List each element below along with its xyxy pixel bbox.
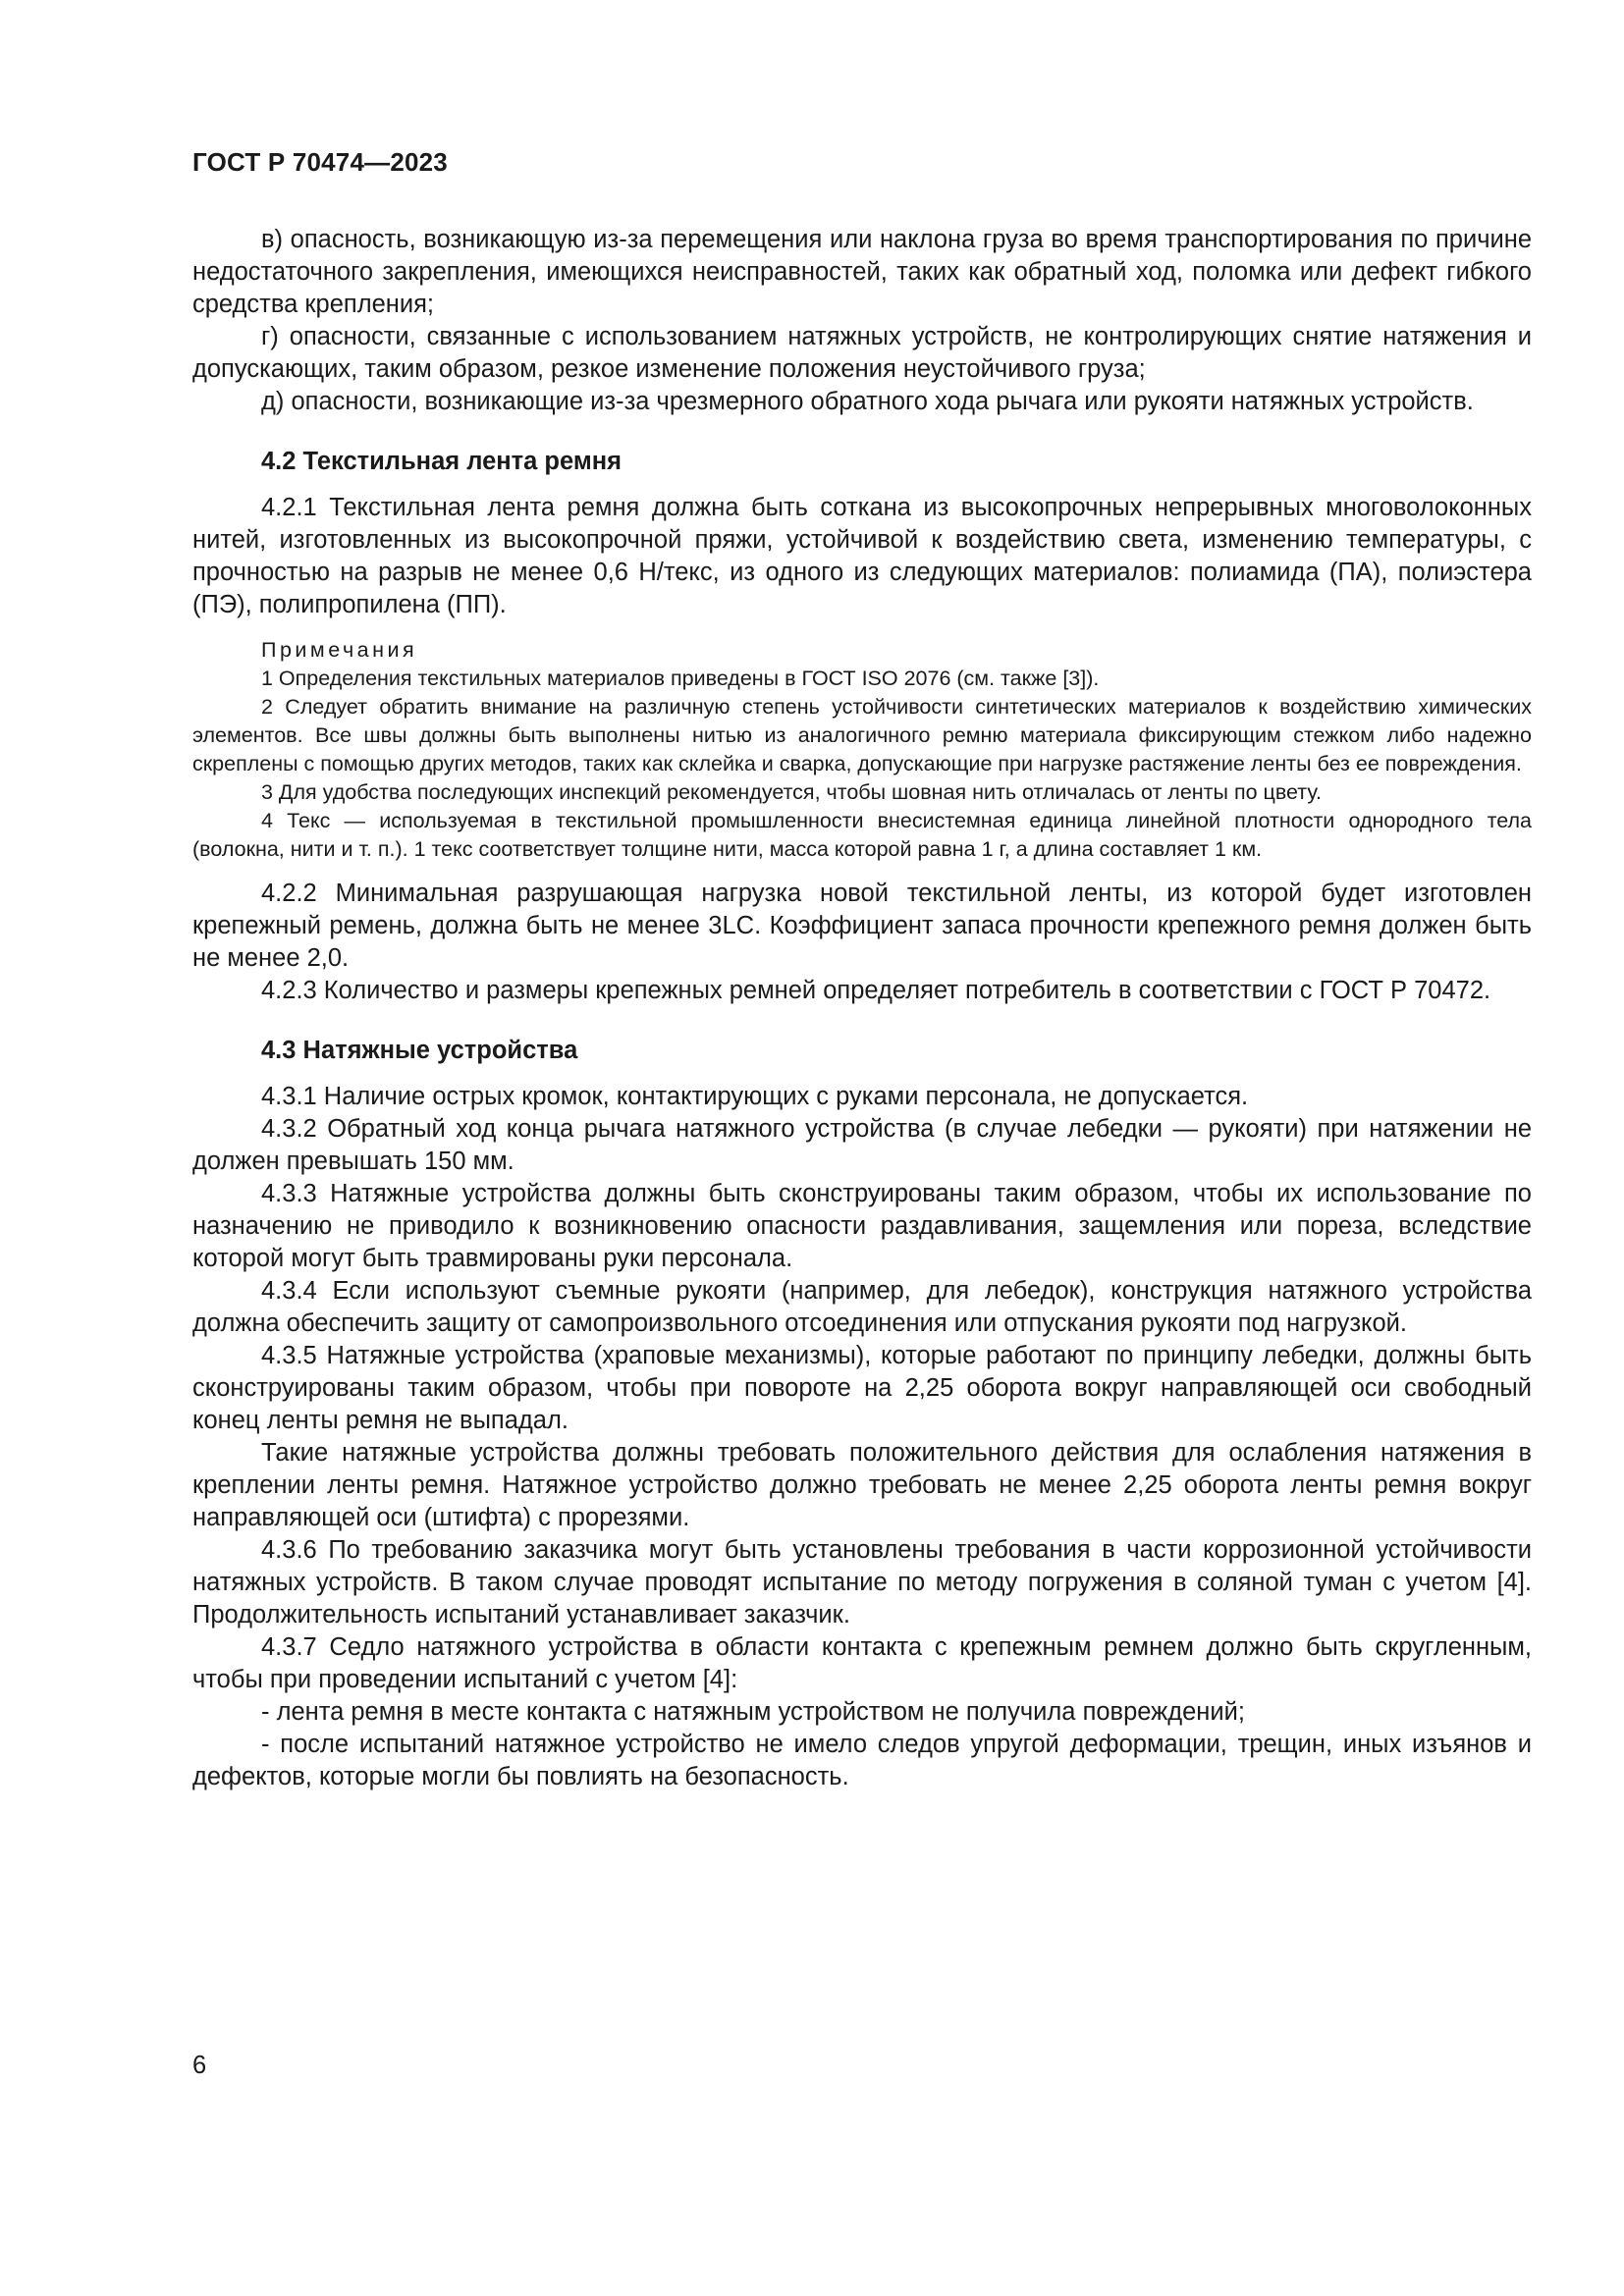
paragraph-4-3-2: 4.3.2 Обратный ход конца рычага натяжного устройства (в случае лебедки — рукояти) при натяжении не должен превышать 150 мм. (192, 1115, 1532, 1175)
paragraph-4-3-4: 4.3.4 Если используют съемные рукояти (например, для лебедок), конструкция натяжного устройства должна обеспечить защиту от самопроизвольного отсоединения или отпускания рукояти под нагрузкой. (192, 1277, 1532, 1337)
paragraph-item-d: д) опасности, возникающие из-за чрезмерного обратного хода рычага или рукояти натяжных устройств. (261, 388, 1474, 415)
page-number: 6 (192, 2052, 207, 2079)
paragraph-4-2-3: 4.2.3 Количество и размеры крепежных ремней определяет потребитель в соответствии с ГОСТ Р 70472. (261, 977, 1491, 1004)
paragraph-4-3-5: 4.3.5 Натяжные устройства (храповые механизмы), которые работают по принципу лебедки, должны быть сконструированы таким образом, чтобы при повороте на 2,25 оборота вокруг направляющей оси свободный конец ленты ремня не выпадал. (192, 1342, 1532, 1434)
paragraph-4-3-3: 4.3.3 Натяжные устройства должны быть сконструированы таким образом, чтобы их использование по назначению не приводило к возникновению опасности раздавливания, защемления или пореза, вследствие которой могут быть травмированы руки персонала. (192, 1180, 1532, 1272)
paragraph-4-3-1: 4.3.1 Наличие острых кромок, контактирующих с руками персонала, не допускается. (261, 1083, 1249, 1110)
paragraph-4-2-2: 4.2.2 Минимальная разрушающая нагрузка новой текстильной ленты, из которой будет изготовлен крепежный ремень, должна быть не менее 3LC. Коэффициент запаса прочности крепежного ремня должен быть не менее 2,0. (192, 880, 1532, 972)
list-item-dash-1: - лента ремня в месте контакта с натяжным устройством не получила повреждений; (261, 1698, 1245, 1726)
paragraph-item-v: в) опасность, возникающую из-за перемещения или наклона груза во время транспортирования по причине недостаточного закрепления, имеющихся неисправностей, таких как обратный ход, поломка или дефект гибкого средства крепления; (192, 226, 1532, 318)
notes-block (192, 636, 1532, 864)
notes-title: Примечания (261, 638, 418, 662)
section-heading-4-3: 4.3 Натяжные устройства (261, 1037, 578, 1064)
document-header: ГОСТ Р 70474—2023 (192, 147, 448, 177)
list-item-dash-2: - после испытаний натяжное устройство не имело следов упругой деформации, трещин, иных изъянов и дефектов, которые могли бы повлиять на безопасность. (192, 1731, 1532, 1790)
paragraph-4-2-1: 4.2.1 Текстильная лента ремня должна быть соткана из высокопрочных непрерывных многоволоконных нитей, изготовленных из высокопрочной пряжи, устойчивой к воздействию света, изменению температуры, с прочностью на разрыв не менее 0,6 Н/текс, из одного из следующих материалов: полиамида (ПА), полиэстера (ПЭ), полипропилена (ПП). (192, 494, 1532, 618)
note-1: 1 Определения текстильных материалов приведены в ГОСТ ISO 2076 (см. также [3]). (261, 667, 1100, 690)
paragraph-4-3-6: 4.3.6 По требованию заказчика могут быть установлены требования в части коррозионной устойчивости натяжных устройств. В таком случае проводят испытание по методу погружения в соляной туман с учетом [4]. Продолжительность испытаний устанавливает заказчик. (192, 1536, 1532, 1629)
note-4: 4 Текс — используемая в текстильной промышленности внесистемная единица линейной плотности однородного тела (волокна, нити и т. п.). 1 текс соответствует толщине нити, масса которой равна 1 г, а длина составляет 1 км. (192, 809, 1532, 861)
note-2: 2 Следует обратить внимание на различную степень устойчивости синтетических материалов к воздействию химических элементов. Все швы должны быть выполнены нитью из аналогичного ремню материала фиксирующим стежком либо надежно скреплены с помощью других методов, таких как склейка и сварка, допускающие при нагрузке растяжение ленты без ее повреждения. (192, 695, 1532, 775)
document-body (192, 224, 1532, 1793)
paragraph-4-3-5-cont: Такие натяжные устройства должны требовать положительного действия для ослабления натяжения в креплении ленты ремня. Натяжное устройство должно требовать не менее 2,25 оборота ленты ремня вокруг направляющей оси (штифта) с прорезями. (192, 1439, 1532, 1531)
paragraph-4-3-7: 4.3.7 Седло натяжного устройства в области контакта с крепежным ремнем должно быть скругленным, чтобы при проведении испытаний с учетом [4]: (192, 1633, 1532, 1693)
section-heading-4-2: 4.2 Текстильная лента ремня (261, 448, 622, 475)
paragraph-item-g: г) опасности, связанные с использованием натяжных устройств, не контролирующих снятие натяжения и допускающих, таким образом, резкое изменение положения неустойчивого груза; (192, 323, 1532, 383)
note-3: 3 Для удобства последующих инспекций рекомендуется, чтобы шовная нить отличалась от ленты по цвету. (261, 780, 1322, 804)
